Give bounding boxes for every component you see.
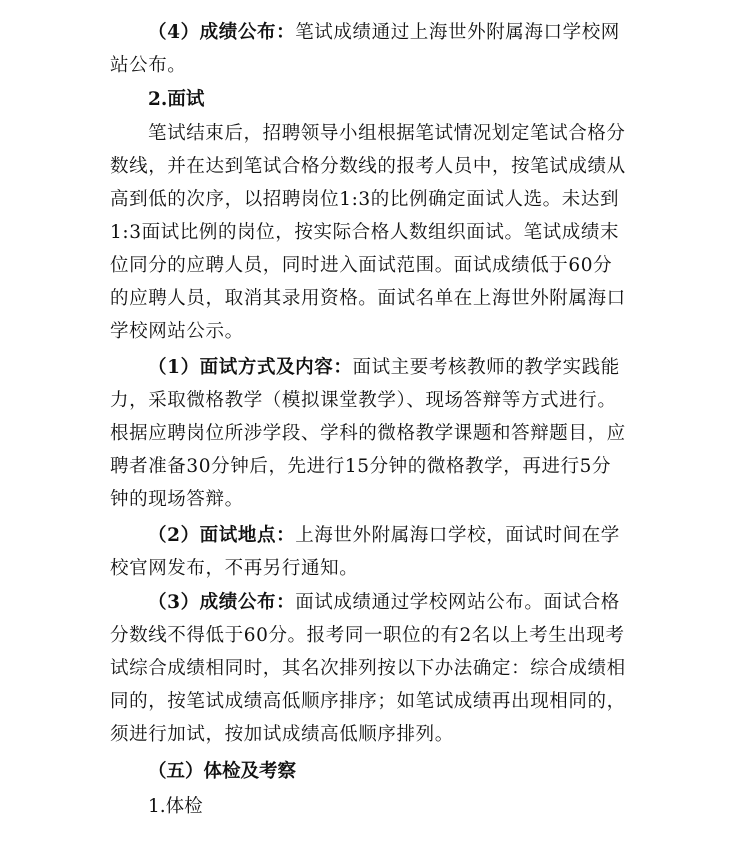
paragraph-text: 笔试结束后，招聘领导小组根据笔试情况划定笔试合格分数线，并在达到笔试合格分数线的报考人员中，按笔试成绩从高到低的次序，以招聘岗位1:3的比例确定面试人选。未达到1:3面试比例的岗位，按实际合格人数组织面试。笔试成绩末位同分的应聘人员，同时进入面试范围。面试成绩低于60分的应聘人员，取消其录用资格。面试名单在上海世外附属海口学校网站公示。 [110, 123, 626, 342]
paragraph-lead: （4）成绩公布： [148, 22, 296, 43]
heading-interview: 2.面试 [148, 89, 205, 110]
paragraph-written-results [110, 16, 630, 82]
heading-physical-and-review: （五）体检及考察 [148, 761, 297, 782]
paragraph-interview-rules [110, 117, 630, 348]
paragraph-interview-results [110, 586, 630, 751]
paragraph-text: 上海世外附属海口学校，面试时间在学校官网发布，不再另行通知。 [110, 525, 620, 579]
paragraph-text: 面试主要考核教师的教学实践能力，采取微格教学（模拟课堂教学）、现场答辩等方式进行。根据应聘岗位所涉学段、学科的微格教学课题和答辩题目，应聘者准备30分钟后，先进行15分钟的微格教学，再进行5分钟的现场答辩。 [110, 357, 626, 510]
paragraph-lead: （1）面试方式及内容： [148, 357, 353, 378]
paragraph-lead: （2）面试地点： [148, 525, 296, 546]
paragraph-lead: （3）成绩公布： [148, 592, 296, 613]
paragraph-interview-method [110, 351, 630, 516]
heading-physical-exam: 1.体检 [148, 796, 203, 817]
paragraph-text: 笔试成绩通过上海世外附属海口学校网站公布。 [110, 22, 620, 76]
paragraph-text: 面试成绩通过学校网站公布。面试合格分数线不得低于60分。报考同一职位的有2名以上考生出现考试综合成绩相同时，其名次排列按以下办法确定：综合成绩相同的，按笔试成绩高低顺序排序；如笔试成绩再出现相同的，须进行加试，按加试成绩高低顺序排列。 [110, 592, 626, 745]
paragraph-interview-location [110, 519, 630, 585]
